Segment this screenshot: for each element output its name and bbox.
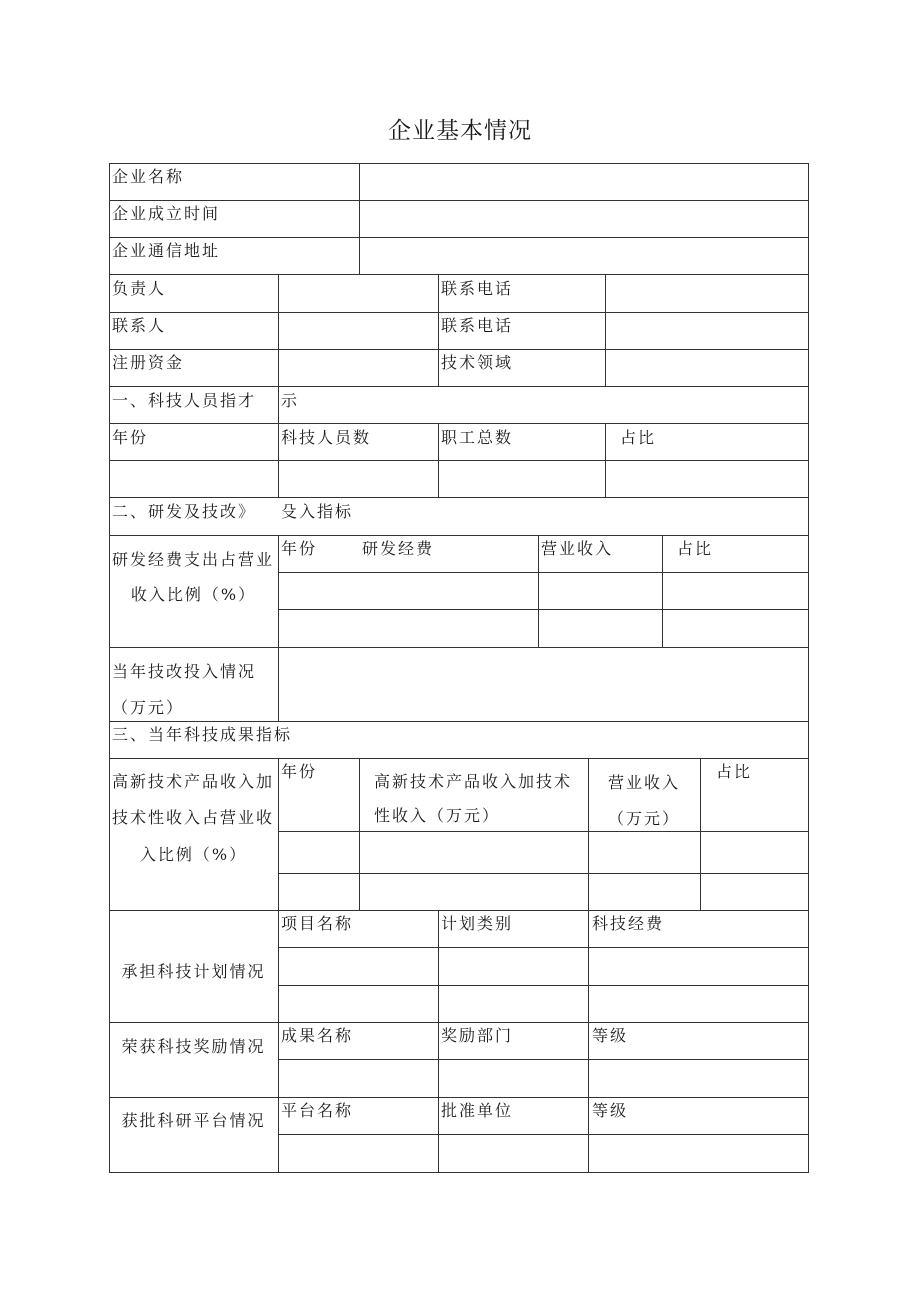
section3-col-revenue-line1: 营业收入 — [607, 773, 680, 792]
award-label: 荣获科技奖励情况 — [121, 1037, 266, 1056]
section1-col-year: 年份 — [112, 428, 149, 447]
section3-col-revenue-line2: （万元） — [607, 809, 680, 828]
platform-col-unit: 批准单位 — [441, 1101, 514, 1120]
column-divider — [438, 910, 439, 1173]
column-divider — [359, 163, 360, 275]
principal-phone-label: 联系电话 — [441, 279, 514, 298]
row-divider — [278, 947, 809, 948]
section2-col-revenue: 营业收入 — [541, 539, 614, 558]
founded-date-label: 企业成立时间 — [112, 204, 221, 223]
row-divider — [109, 1022, 809, 1023]
section2-col-rd: 研发经费 — [362, 539, 435, 558]
column-divider — [605, 274, 606, 387]
row-divider — [278, 572, 809, 573]
column-divider — [278, 535, 279, 722]
section2-heading-tail: 殳入指标 — [281, 502, 354, 521]
address-label: 企业通信地址 — [112, 241, 221, 260]
platform-col-level: 等级 — [592, 1101, 629, 1120]
row-divider — [109, 312, 809, 313]
platform-col-name: 平台名称 — [281, 1101, 354, 1120]
tech-field-label: 技术领域 — [441, 353, 514, 372]
section3-col-hitech-line1: 高新技术产品收入加技术 — [374, 772, 573, 791]
row-divider — [278, 609, 809, 610]
column-divider — [538, 535, 539, 648]
row-divider — [109, 535, 809, 536]
plan-label: 承担科技计划情况 — [121, 962, 266, 981]
column-divider — [662, 535, 663, 648]
row-divider — [278, 873, 809, 874]
plan-col-name: 项目名称 — [281, 914, 354, 933]
section2-col-year: 年份 — [281, 539, 318, 558]
section1-col-ratio: 占比 — [620, 428, 657, 447]
platform-label: 获批科研平台情况 — [121, 1111, 266, 1130]
invest-label-line2: （万元） — [112, 698, 185, 717]
section3-col-year: 年份 — [281, 762, 318, 781]
rd-ratio-label-line1: 研发经费支出占营业 — [112, 550, 275, 569]
section1-heading-tail: 示 — [281, 391, 300, 410]
section3-col-hitech-line2: 性收入（万元） — [374, 806, 501, 825]
company-name-label: 企业名称 — [112, 167, 185, 186]
section1-col-total: 职工总数 — [441, 428, 514, 447]
row-divider — [109, 237, 809, 238]
invest-label-line1: 当年技改投入情况 — [112, 662, 257, 681]
row-divider — [109, 460, 809, 461]
row-divider — [109, 1097, 809, 1098]
column-divider — [438, 274, 439, 387]
row-divider — [109, 721, 809, 722]
section3-col-ratio: 占比 — [716, 762, 753, 781]
column-divider — [588, 910, 589, 1173]
capital-label: 注册资金 — [112, 353, 185, 372]
hitech-label-line2: 技术性收入占营业收 — [112, 808, 275, 827]
row-divider — [109, 200, 809, 201]
row-divider — [109, 497, 809, 498]
row-divider — [278, 1134, 809, 1135]
column-divider — [700, 758, 701, 911]
plan-col-type: 计划类别 — [441, 914, 514, 933]
column-divider — [278, 758, 279, 1173]
column-divider — [605, 423, 606, 498]
section2-heading: 二、研发及技改》 — [112, 502, 257, 521]
section2-col-ratio: 占比 — [677, 539, 714, 558]
column-divider — [278, 274, 279, 498]
hitech-label-line3: 入比例（%） — [139, 845, 248, 864]
award-col-dept: 奖励部门 — [441, 1026, 514, 1045]
plan-col-fund: 科技经费 — [592, 914, 665, 933]
hitech-label-line1: 高新技术产品收入加 — [112, 772, 275, 791]
section1-col-staff: 科技人员数 — [281, 428, 372, 447]
row-divider — [109, 647, 809, 648]
section3-heading: 三、当年科技成果指标 — [112, 725, 293, 744]
table-border-top — [109, 163, 809, 164]
row-divider — [109, 910, 809, 911]
column-divider — [359, 758, 360, 911]
award-col-level: 等级 — [592, 1026, 629, 1045]
row-divider — [278, 1059, 809, 1060]
row-divider — [109, 423, 809, 424]
section1-heading: 一、科技人员指才 — [112, 391, 257, 410]
column-divider — [438, 423, 439, 498]
table-border-bottom — [109, 1172, 809, 1173]
contact-phone-label: 联系电话 — [441, 316, 514, 335]
row-divider — [278, 985, 809, 986]
row-divider — [109, 386, 809, 387]
row-divider — [109, 349, 809, 350]
principal-label: 负责人 — [112, 279, 167, 298]
contact-label: 联系人 — [112, 316, 167, 335]
rd-ratio-label-line2: 收入比例（%） — [130, 585, 257, 604]
row-divider — [109, 274, 809, 275]
award-col-name: 成果名称 — [281, 1026, 354, 1045]
row-divider — [278, 831, 809, 832]
row-divider — [109, 758, 809, 759]
page-title: 企业基本情况 — [388, 118, 532, 144]
